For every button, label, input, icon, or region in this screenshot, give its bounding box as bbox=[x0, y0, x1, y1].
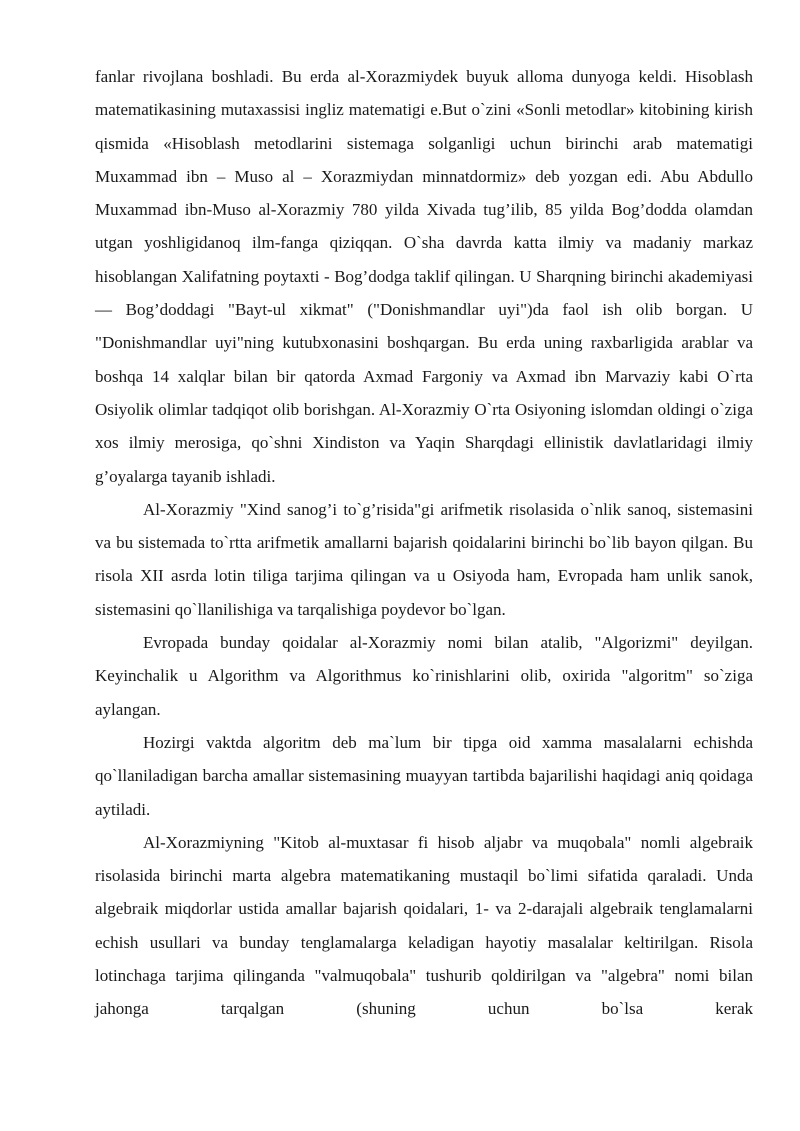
paragraph-3: Evropada bunday qoidalar al-Xorazmiy nomi bilan atalib, "Algorizmi" deyilgan. Keyinchalik u Algorithm va Algorithmus ko`rinishlarini olib, oxirida "algoritm" so`ziga aylangan. bbox=[95, 633, 753, 719]
document-page bbox=[95, 60, 753, 1026]
paragraph-4: Hozirgi vaktda algoritm deb ma`lum bir tipga oid xamma masalalarni echishda qo`llaniladigan barcha amallar sistemasining muayyan tartibda bajarilishi haqidagi aniq qoidaga aytiladi. bbox=[95, 732, 753, 819]
paragraph-1: fanlar rivojlana boshladi. Bu erda al-Xorazmiydek buyuk alloma dunyoga keldi. Hisoblash matematikasining mutaxassisi ingliz matematigi e.But o`zini «Sonli metodlar» kitobining kirish qismida «Hisoblash metodlarini sistemaga solganligi uchun birinchi arab matematigi Muxammad ibn – Muso al – Xorazmiydan minnatdormiz» deb yozgan edi. Abu Abdullo Muxammad ibn-Muso al-Xorazmiy 780 yilda Xivada tug’ilib, 85 yilda Bog’dodda olamdan utgan yoshligidanoq ilm-fanga qiziqqan. O`sha davrda katta ilmiy va madaniy markaz hisoblangan Xalifatning poytaxti - Bog’dodga taklif qilingan. U Sharqning birinchi akademiyasi — Bog’doddagi "Bayt-ul xikmat" ("Donishmandlar uyi")da faol ish olib borgan. U "Donishmandlar uyi"ning kutubxonasini boshqargan. Bu erda uning raxbarligida arablar va boshqa 14 xalqlar bilan bir qatorda Axmad Fargoniy va Axmad ibn Marvaziy kabi O`rta Osiyolik olimlar tadqiqot olib borishgan. Al-Xorazmiy O`rta Osiyoning islomdan oldingi o`ziga xos ilmiy merosiga, qo`shni Xindiston va Yaqin Sharqdagi ellinistik davlatlaridagi ilmiy g’oyalarga tayanib ishladi. bbox=[95, 67, 753, 486]
paragraph-2: Al-Xorazmiy "Xind sanog’i to`g’risida"gi arifmetik risolasida o`nlik sanoq, sistemasini va bu sistemada to`rtta arifmetik amallarni bajarish qoidalarini birinchi bo`lib bayon qilgan. Bu risola XII asrda lotin tiliga tarjima qilingan va u Osiyoda ham, Evropada ham unlik sanok, sistemasini qo`llanilishiga va tarqalishiga poydevor bo`lgan. bbox=[95, 499, 753, 619]
paragraph-5: Al-Xorazmiyning "Kitob al-muxtasar fi hisob aljabr va muqobala" nomli algebraik risolasida birinchi marta algebra matematikaning mustaqil bo`limi sifatida qaraladi. Unda algebraik miqdorlar ustida amallar bajarish qoidalari, 1- va 2-darajali algebraik tenglamalarni echish usullari va bunday tenglamalarga keladigan hayotiy masalalar keltirilgan. Risola lotinchaga tarjima qilinganda "valmuqobala" tushurib qoldirilgan va "algebra" nomi bilan jahonga tarqalgan (shuning uchun bo`lsa kerak bbox=[95, 832, 753, 1019]
